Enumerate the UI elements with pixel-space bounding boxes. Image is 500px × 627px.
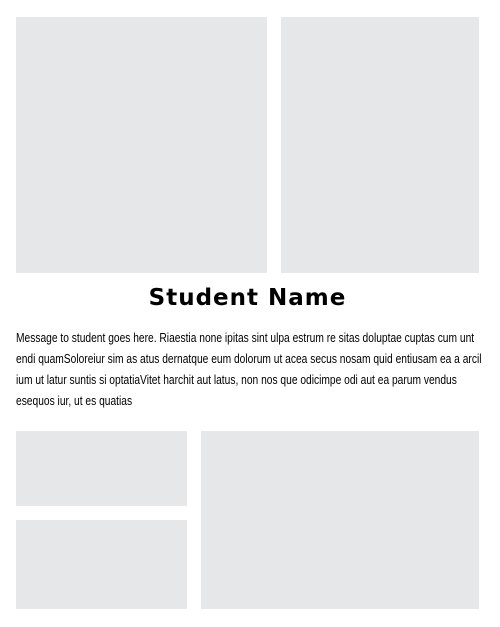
- photo-placeholder-bottom-left-top[interactable]: [16, 431, 187, 506]
- photo-placeholder-top-right[interactable]: [281, 17, 479, 273]
- photo-placeholder-top-left[interactable]: [16, 17, 267, 273]
- photo-placeholder-bottom-left-bottom[interactable]: [16, 520, 187, 609]
- student-message-text: Message to student goes here. Riaestia none ipitas sint ulpa estrum re sitas doluptae cuptas cum unt endi quamSoloreiur sim as atus dernatque eum dolorum ut acea secus nosam quid entiusam ea a arcil ium ut latur suntis si optatiaVitet harchit aut latus, non nos que odicimpe odi aut ea parum vendus esequos iur, ut es quatias: [16, 330, 482, 408]
- photo-placeholder-bottom-right[interactable]: [201, 431, 479, 609]
- student-name-heading: Student Name: [148, 285, 347, 311]
